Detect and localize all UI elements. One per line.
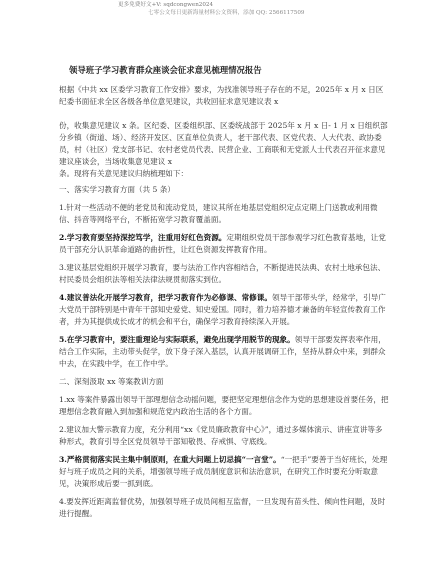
intro-paragraph-2: 份，收集意见建议 x 条。区纪委、区委组织部、区委统战部于 2025年 x 月 x 日- 1 月 x 日组织部分乡镇（街道、场）、经济开发区、区直单位负责人，老干部代表、区党代表、人大代表、政协委员，村（社区）党支部书记、农村老党员代表、民营企业、工商联和无党派人士代表召开征求意见建议座谈会，当场收集意见建议 x (59, 121, 388, 166)
item-lead: 4.建议普法化开展学习教育，把学习教育作为必修课、常修课。 (59, 293, 272, 302)
section-2-heading: 二、深刻汲取 xx 等案教训方面 (59, 377, 164, 386)
page-header (0, 0, 448, 22)
section-2-item-2 (59, 424, 389, 448)
item-text: 3.建议基层党组织开展学习教育，要与法治工作内容相结合，不断提进民法典、农村土地承包法、村民委员会组织法等相关法律法规贯彻落实到位。 (59, 263, 386, 284)
item-text: 1.针对一些活动不便的老党员和流动党员，建议其所在地基层党组织定点定期上门送教或利用微信、抖音等网络平台，不断拓宽学习教育覆盖面。 (59, 203, 378, 224)
header-contact-line: 更多免费好文+V: sqdcongwen2024 (118, 2, 214, 8)
item-lead: 2.学习教育要坚持深挖笃学，注重用好红色资源。 (59, 233, 227, 242)
section-1-item-1 (59, 202, 389, 226)
section-2-item-3 (59, 454, 389, 490)
item-lead: 5.在学习教育中，要注重理论与实际联系，避免出现学用脱节的现象。 (59, 335, 295, 344)
header-source-line: 七零公文每日更新海量材料公文资料，添加 QQ: 2566117509 (148, 10, 305, 16)
intro-paragraph-1: 根据《中共 xx 区委学习教育工作安排》要求，为找准领导班子存在的不足，2025年 x 月 x 日区纪委书面征求全区各级各单位意见建议，共收回征求意见建议表 x (59, 85, 384, 106)
document-title: 领导班子学习教育群众座谈会征求意见梳理情况报告 (69, 65, 262, 75)
item-text: 领导干部要发挥表率作用，结合工作实际，主动带头促学，放下身子深入基层，认真开展调研工作，坚持从群众中来，到群众中去，在实践中学，在工作中学。 (59, 335, 386, 368)
item-text: 定期组织党员干部参观学习红色教育基地，让党员干部充分认识革命道路的曲折性，让红色资源发挥教育作用。 (59, 233, 386, 254)
section-1-heading: 一、落实学习教育方面（共 5 条） (59, 185, 175, 194)
section-1-item-3 (59, 262, 389, 286)
section-1-item-5 (59, 334, 389, 370)
item-text: 4.要发挥近距离监督优势，加强领导班子成员间相互监督，一旦发现有苗头性、倾向性问题，及时进行提醒。 (59, 497, 386, 518)
intro-paragraph-3: 条。现将有关意见建议归纳梳理如下： (59, 169, 189, 178)
section-2-item-1 (59, 394, 389, 418)
item-text: 2.建议加大警示教育力度，充分利用“xx《党员廉政教育中心》”，通过多媒体演示、讲座宣讲等多种形式，教育引导全区党员领导干部知敬畏、存戒惧、守底线。 (59, 425, 383, 446)
item-text: 领导干部带头学，经常学，引导广大党员干部特别是中青年干部知史爱党、知史爱国。同时，着力培养德才兼备的年轻宣传教育工作者，并为其提供成长成才的机会和平台，确保学习教育持续深入开展。 (59, 293, 386, 326)
section-2-item-4 (59, 496, 389, 520)
item-text: 1.xx 等案件暴露出领导干部理想信念动摇问题，要把坚定理想信念作为党的思想建设首要任务，把理想信念教育融入到加强和规范党内政治生活的各个方面。 (59, 395, 389, 416)
section-1-item-2 (59, 232, 389, 256)
section-1-item-4 (59, 292, 389, 328)
item-lead: 3.严格贯彻落实民主集中制原则，在重大问题上切忌搞“一言堂”。 (59, 455, 281, 464)
item-text: “一把手”要善于当好班长，处理好与班子成员之间的关系，增强领导班子成员制度意识和法治意识，在研究工作时要充分听取意见，决策形成后要一抓到底。 (59, 455, 388, 488)
